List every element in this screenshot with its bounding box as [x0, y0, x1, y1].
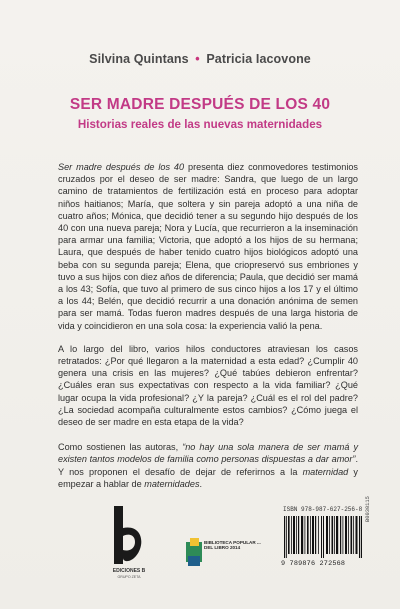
publisher-group: GRUPO ZETA: [117, 575, 141, 579]
authors: [0, 52, 400, 66]
publisher-name: EDICIONES B: [112, 568, 146, 574]
book-fair-text: BIBLIOTECA POPULAR ... DEL LIBRO 2014: [204, 540, 261, 551]
author-2: Patricia Iacovone: [206, 52, 311, 66]
synopsis-paragraph-3: [58, 441, 358, 490]
book-subtitle: Historias reales de las nuevas maternidades: [77, 118, 323, 131]
book-title: SER MADRE DESPUÉS DE LOS 40: [69, 96, 331, 113]
synopsis-paragraph-2: A lo largo del libro, varios hilos conductores atraviesan los casos retratados: ¿Por qué llegaron a la maternidad a esta edad? ¿Cumplir 40 genera una crisis en las mujeres? ¿Qué tabúes debieron enfrentar? ¿Cuáles eran sus expectativas con respecto a la vida familiar? ¿Qué lugar ocupa la vida profesional? ¿Y la pareja? ¿Cuál es el rol del padre? ¿La sociedad acompaña culturalmente estos cambios? ¿Cómo juega el deseo de ser madre en esta etapa de la vida?: [58, 343, 358, 428]
word-maternidad: maternidad: [302, 466, 349, 477]
synopsis-paragraph-1: [58, 161, 358, 332]
author-separator: •: [195, 52, 200, 66]
author-1: Silvina Quintans: [89, 52, 189, 66]
synopsis: [58, 161, 358, 501]
synopsis-text-3b: . Y nos proponen el desafío de dejar de referirnos a la: [58, 454, 358, 477]
barcode-icon: [283, 516, 363, 558]
side-code: B0030115: [365, 496, 371, 522]
publisher-logo-icon: [108, 506, 148, 568]
synopsis-text-3c: y empezar a hablar de: [58, 466, 358, 489]
synopsis-text-3d: .: [199, 478, 203, 489]
isbn-label: ISBN 978-987-627-256-8: [283, 506, 363, 513]
synopsis-text-1: presenta diez conmovedores testimonios cruzados por el deseo de ser madre: Sandra, que luego de un largo camino de tratamientos de fertilización está en proceso para adoptar niños haitianos; María, que soltera y sin pareja adoptó a una niña de cuatro años; Mónica, que decidió tener a su segundo hijo después de los 40 con una nueva pareja; Nora y Lucía, que recurrieron a la inseminación para armar una familia; Victoria, que adoptó a los hijos de su hermana; Laura, que después de haber tenido cuatro hijos biológicos adoptó una beba con su segunda pareja; Elena, que criopreservó sus embriones y tuvo a sus hijos con diez años de diferencia; Paula, que decidió ser mamá a los 43; Sofía, que tuvo al primero de sus cinco hijos a los 17 y el último a los 44; Belén, que decidió recurrir a una donación anónima de semen para ser mamá. Todas fueron madres después de una larga historia de vida y coincidieron en una sola cosa: la experiencia valió la pena.: [58, 162, 358, 331]
authors-quote: “no hay una sola manera de ser mamá y existen tantos modelos de familia como personas dispuestas a dar amor”: [58, 442, 359, 465]
barcode-number: 9 789876 272568: [281, 560, 346, 568]
synopsis-text-3a: Como sostienen las autoras,: [58, 442, 183, 453]
synopsis-book-title: Ser madre después de los 40: [58, 162, 185, 172]
word-maternidades: maternidades: [144, 478, 200, 489]
